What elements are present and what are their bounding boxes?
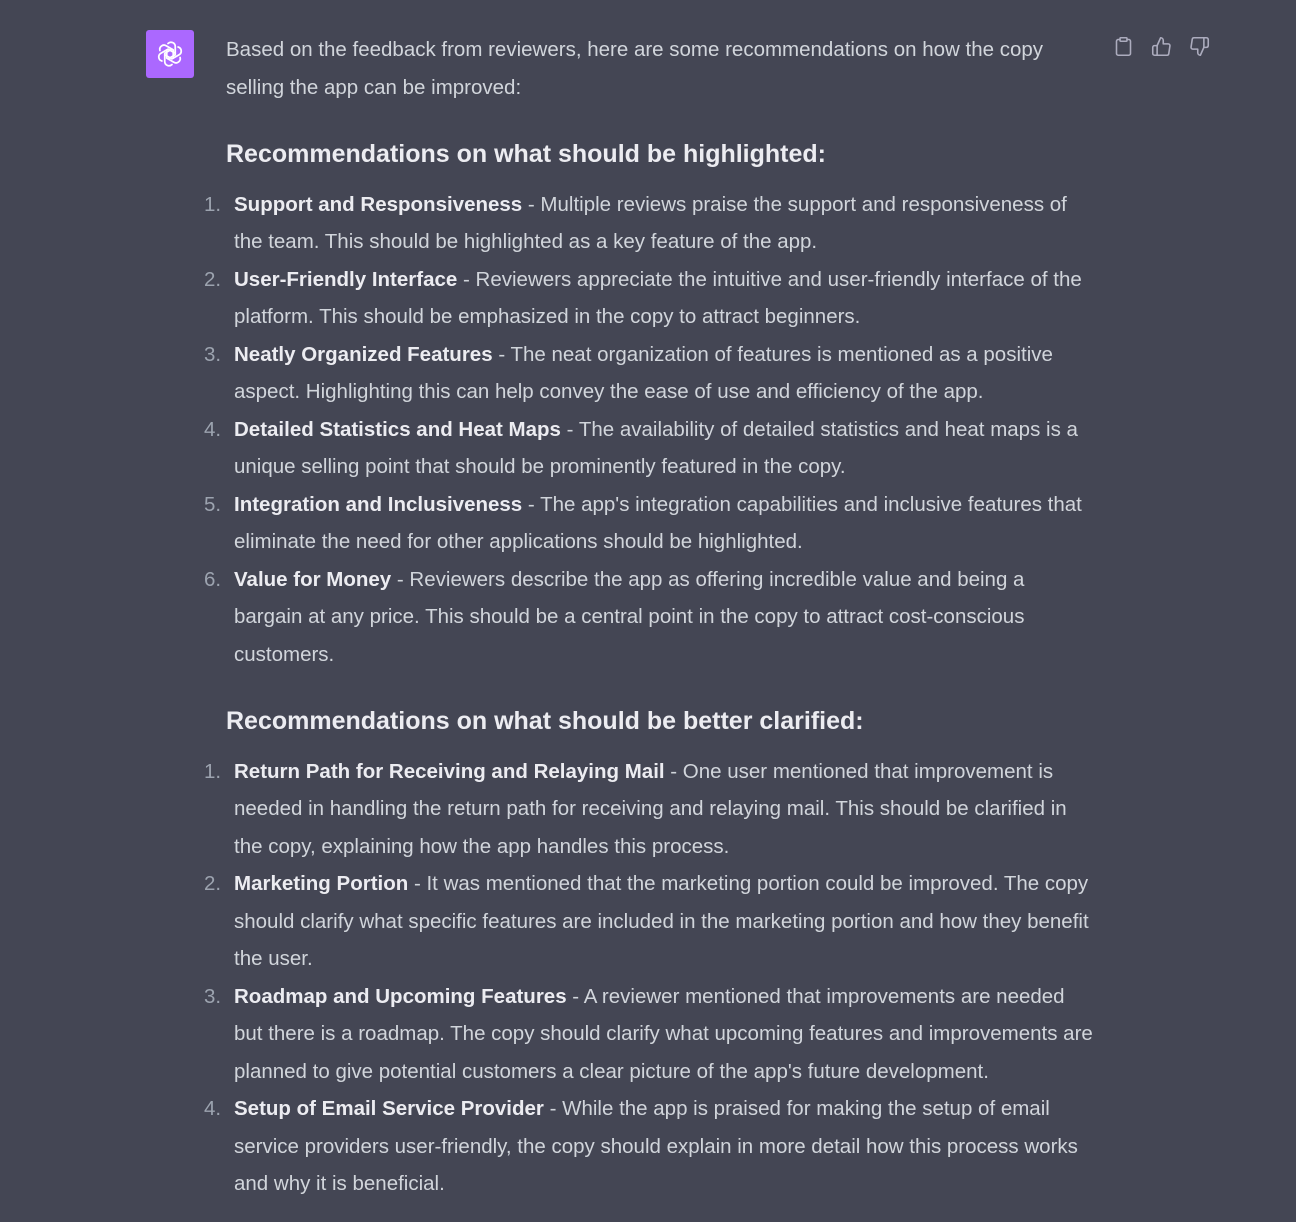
list-item — [204, 411, 1096, 486]
item-text: - Reviewers appreciate the intuitive and user-friendly interface of the platform. This should be emphasized in the copy to attract beginners. — [234, 267, 1082, 328]
item-text: - A reviewer mentioned that improvements are needed but there is a roadmap. The copy should clarify what upcoming features and improvements are planned to give potential customers a clear picture of the app's future development. — [234, 984, 1093, 1083]
item-title: Setup of Email Service Provider — [234, 1097, 544, 1120]
clipboard-icon — [1113, 36, 1134, 57]
item-text: - The app's integration capabilities and inclusive features that eliminate the need for other applications should be highlighted. — [234, 492, 1082, 553]
thumbs-down-icon — [1189, 36, 1210, 57]
item-number: 2. — [204, 872, 222, 895]
item-number: 3. — [204, 984, 222, 1008]
intro-paragraph: Based on the feedback from reviewers, here are some recommendations on how the copy selling the app can be improved: — [226, 38, 1044, 99]
item-title: Return Path for Receiving and Relaying Mail — [234, 759, 665, 783]
item-text: - The neat organization of features is mentioned as a positive aspect. Highlighting this can help convey the ease of use and efficiency of the app. — [234, 342, 1053, 403]
item-number: 4. — [204, 417, 222, 441]
openai-logo-icon — [155, 39, 185, 69]
clarified-list — [204, 753, 1096, 1203]
item-text: - Reviewers describe the app as offering incredible value and being a bargain at any price. This should be a central point in the copy to attract cost-conscious customers. — [234, 567, 1025, 666]
item-text: - Multiple reviews praise the support and responsiveness of the team. This should be highlighted as a key feature of the app. — [234, 192, 1067, 253]
item-number: 4. — [204, 1097, 222, 1120]
thumbs-up-icon — [1151, 36, 1172, 57]
list-item — [204, 865, 1096, 978]
highlighted-list — [204, 186, 1096, 674]
copy-button[interactable] — [1110, 33, 1136, 59]
item-title: Marketing Portion — [234, 872, 409, 895]
item-number: 1. — [204, 192, 222, 216]
item-text: - The availability of detailed statistics and heat maps is a unique selling point that should be prominently featured in the copy. — [234, 417, 1078, 478]
list-item — [204, 261, 1096, 336]
item-title: Integration and Inclusiveness — [234, 492, 523, 516]
list-item — [204, 486, 1096, 561]
item-number: 1. — [204, 759, 222, 783]
section-heading-highlighted: Recommendations on what should be highlighted: — [226, 140, 826, 168]
item-text: - While the app is praised for making the setup of email service providers user-friendly, the copy should explain in more detail how this process works and why it is beneficial. — [234, 1097, 1078, 1195]
list-item — [204, 561, 1096, 674]
item-title: Neatly Organized Features — [234, 342, 493, 366]
item-title: Support and Responsiveness — [234, 192, 523, 216]
list-item — [204, 978, 1096, 1091]
item-title: Detailed Statistics and Heat Maps — [234, 417, 561, 441]
message-actions — [1110, 33, 1212, 59]
assistant-avatar — [146, 30, 194, 78]
item-number: 6. — [204, 567, 222, 591]
item-number: 3. — [204, 342, 222, 366]
list-item — [204, 336, 1096, 411]
item-title: Roadmap and Upcoming Features — [234, 984, 567, 1008]
item-text: - One user mentioned that improvement is needed in handling the return path for receiving and relaying mail. This should be clarified in the copy, explaining how the app handles this process. — [234, 759, 1067, 858]
item-number: 5. — [204, 492, 222, 516]
list-item — [204, 186, 1096, 261]
item-title: Value for Money — [234, 567, 392, 591]
thumbs-up-button[interactable] — [1148, 33, 1174, 59]
item-number: 2. — [204, 267, 222, 291]
message-content — [204, 31, 1096, 1203]
thumbs-down-button[interactable] — [1186, 33, 1212, 59]
list-item — [204, 1090, 1096, 1203]
section-heading-clarified: Recommendations on what should be better clarified: — [226, 707, 864, 735]
item-title: User-Friendly Interface — [234, 267, 458, 291]
list-item — [204, 753, 1096, 866]
item-text: - It was mentioned that the marketing portion could be improved. The copy should clarify what specific features are included in the marketing portion and how they benefit the user. — [234, 872, 1089, 970]
